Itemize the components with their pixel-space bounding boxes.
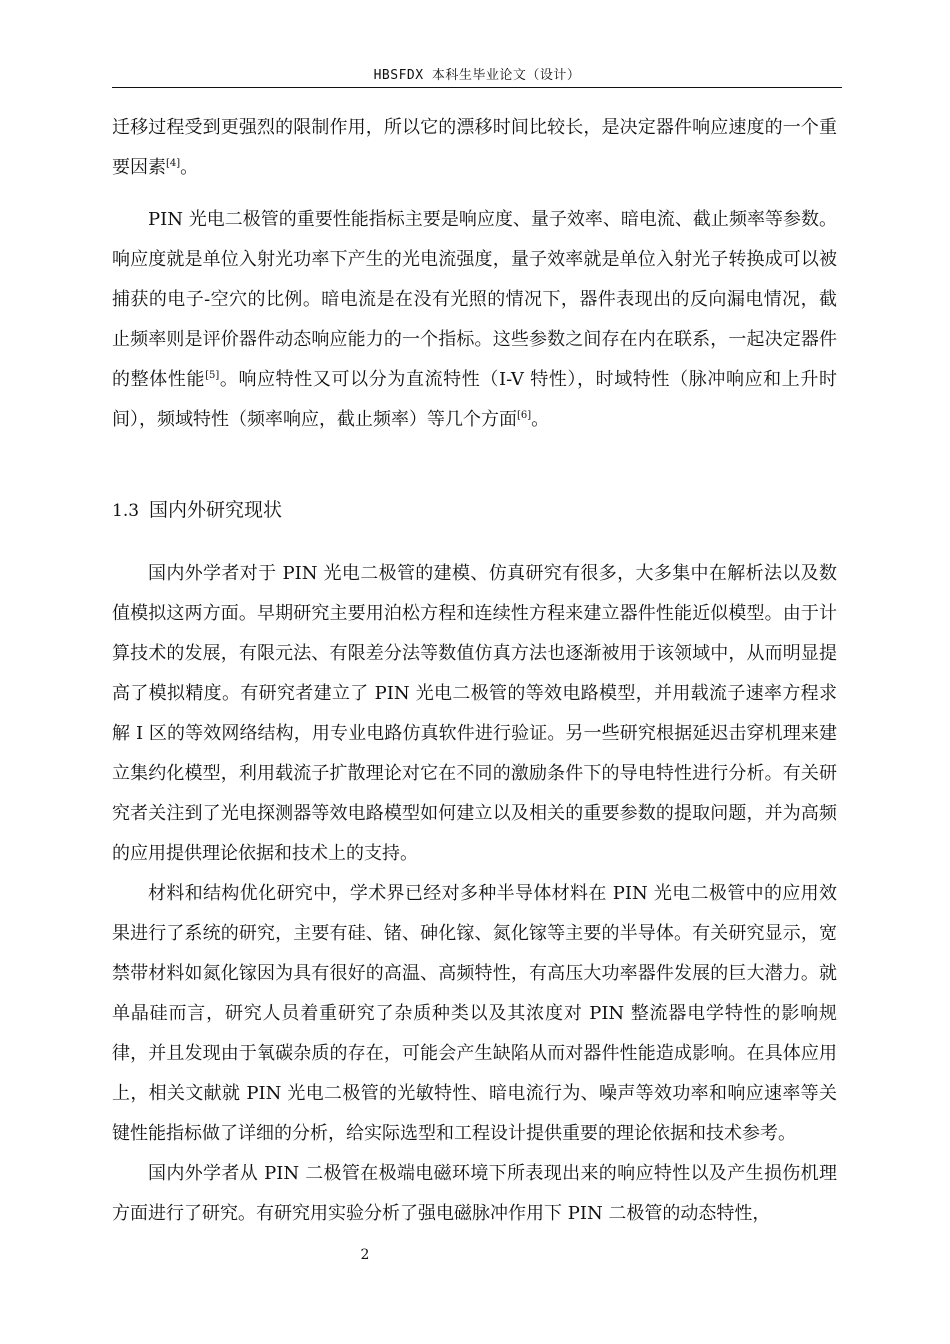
paragraph-continued <box>112 108 837 188</box>
section-heading <box>112 490 837 530</box>
paragraph-text: 迁移过程受到更强烈的限制作用，所以它的漂移时间比较长，是决定器件响应速度的一个重要因素 <box>112 117 837 178</box>
page-body <box>112 108 837 1234</box>
citation: [6] <box>517 410 532 421</box>
paragraph-text: 。响应特性又可以分为直流特性（I-V 特性），时域特性（脉冲响应和上升时间），频域特性（频率响应，截止频率）等几个方面 <box>112 369 837 430</box>
header-rule <box>112 87 842 88</box>
page-number: 2 <box>360 1247 370 1263</box>
paragraph-pin-metrics <box>112 200 837 440</box>
paragraph-tail: 。 <box>531 409 550 430</box>
paragraph-materials: 材料和结构优化研究中，学术界已经对多种半导体材料在 PIN 光电二极管中的应用效果进行了系统的研究，主要有硅、锗、砷化镓、氮化镓等主要的半导体。有关研究显示，宽禁带材料如氮化镓因为具有很好的高温、高频特性，有高压大功率器件发展的巨大潜力。就单晶硅而言，研究人员着重研究了杂质种类以及其浓度对 PIN 整流器电学特性的影响规律，并且发现由于氧碳杂质的存在，可能会产生缺陷从而对器件性能造成影响。在具体应用上，相关文献就 PIN 光电二极管的光敏特性、暗电流行为、噪声等效功率和响应速率等关键性能指标做了详细的分析，给实际选型和工程设计提供重要的理论依据和技术参考。 <box>112 883 837 1144</box>
section-title: 国内外研究现状 <box>149 499 283 521</box>
section-number: 1.3 <box>112 501 140 521</box>
citation: [4] <box>166 158 181 169</box>
paragraph-tail: 。 <box>180 157 199 178</box>
paragraph-text: PIN 光电二极管的重要性能指标主要是响应度、量子效率、暗电流、截止频率等参数。响应度就是单位入射光功率下产生的光电流强度，量子效率就是单位入射光子转换成可以被捕获的电子-空穴的比例。暗电流是在没有光照的情况下，器件表现出的反向漏电情况，截止频率则是评价器件动态响应能力的一个指标。这些参数之间存在内在联系，一起决定器件的整体性能 <box>112 209 837 390</box>
paragraph-emp-response: 国内外学者从 PIN 二极管在极端电磁环境下所表现出来的响应特性以及产生损伤机理方面进行了研究。有研究用实验分析了强电磁脉冲作用下 PIN 二极管的动态特性， <box>112 1163 837 1224</box>
paragraph-modeling: 国内外学者对于 PIN 光电二极管的建模、仿真研究有很多，大多集中在解析法以及数值模拟这两方面。早期研究主要用泊松方程和连续性方程来建立器件性能近似模型。由于计算技术的发展，有限元法、有限差分法等数值仿真方法也逐渐被用于该领域中，从而明显提高了模拟精度。有研究者建立了 PIN 光电二极管的等效电路模型，并用载流子速率方程求解 I 区的等效网络结构，用专业电路仿真软件进行验证。另一些研究根据延迟击穿机理来建立集约化模型，利用载流子扩散理论对它在不同的激励条件下的导电特性进行分析。有关研究者关注到了光电探测器等效电路模型如何建立以及相关的重要参数的提取问题，并为高频的应用提供理论依据和技术上的支持。 <box>112 563 837 864</box>
running-header: HBSFDX 本科生毕业论文（设计） <box>373 68 581 83</box>
citation: [5] <box>205 370 220 381</box>
